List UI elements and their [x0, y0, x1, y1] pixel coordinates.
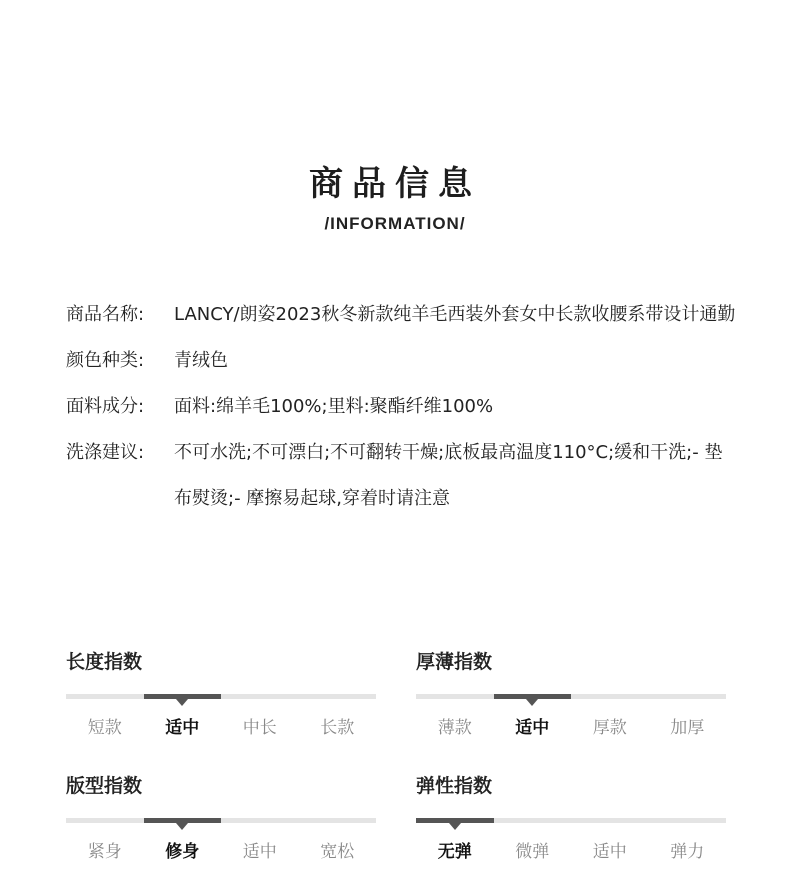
elasticity-index	[416, 772, 726, 862]
index-track	[416, 818, 726, 823]
page-title: 商品信息	[309, 164, 481, 204]
index-option: 加厚	[670, 718, 705, 738]
index-option: 长款	[320, 718, 355, 738]
index-option: 中长	[242, 718, 277, 738]
index-track	[66, 818, 376, 823]
info-label: 商品名称:	[66, 304, 145, 325]
index-track	[66, 694, 376, 699]
index-pointer-icon	[176, 823, 188, 830]
index-title: 厚薄指数	[416, 651, 493, 673]
index-pointer-icon	[449, 823, 461, 830]
index-option: 弹力	[670, 842, 705, 862]
index-option: 适中	[515, 718, 550, 738]
index-title: 弹性指数	[416, 775, 493, 797]
index-option: 无弹	[437, 842, 472, 862]
index-option: 宽松	[320, 842, 355, 862]
index-pointer-icon	[526, 699, 538, 706]
info-value: 面料:绵羊毛100%;里料:聚酯纤维100%	[174, 396, 494, 417]
info-row-name	[66, 292, 736, 338]
index-option: 修身	[165, 842, 200, 862]
info-row-care	[66, 430, 736, 522]
thickness-index	[416, 648, 726, 738]
index-option: 紧身	[87, 842, 122, 862]
info-value: 青绒色	[174, 350, 228, 371]
info-row-fabric	[66, 384, 736, 430]
index-title: 长度指数	[66, 651, 143, 673]
info-label: 洗涤建议:	[66, 442, 145, 463]
info-row-color	[66, 338, 736, 384]
index-option: 短款	[87, 718, 122, 738]
info-label: 颜色种类:	[66, 350, 145, 371]
index-option: 适中	[165, 718, 200, 738]
info-value: 不可水洗;不可漂白;不可翻转干燥;底板最高温度110°C;缓和干洗;- 垫布熨烫;- 摩擦易起球,穿着时请注意	[174, 442, 723, 509]
index-option: 适中	[592, 842, 627, 862]
length-index	[66, 648, 376, 738]
info-value: LANCY/朗姿2023秋冬新款纯羊毛西装外套女中长款收腰系带设计通勤	[174, 304, 736, 325]
index-option: 微弹	[515, 842, 550, 862]
index-option: 薄款	[437, 718, 472, 738]
info-label: 面料成分:	[66, 396, 145, 417]
index-title: 版型指数	[66, 775, 143, 797]
product-info	[66, 292, 736, 522]
index-pointer-icon	[176, 699, 188, 706]
page-subtitle: /INFORMATION/	[324, 214, 466, 233]
index-track	[416, 694, 726, 699]
index-option: 厚款	[592, 718, 627, 738]
index-option: 适中	[242, 842, 277, 862]
fit-index	[66, 772, 376, 862]
